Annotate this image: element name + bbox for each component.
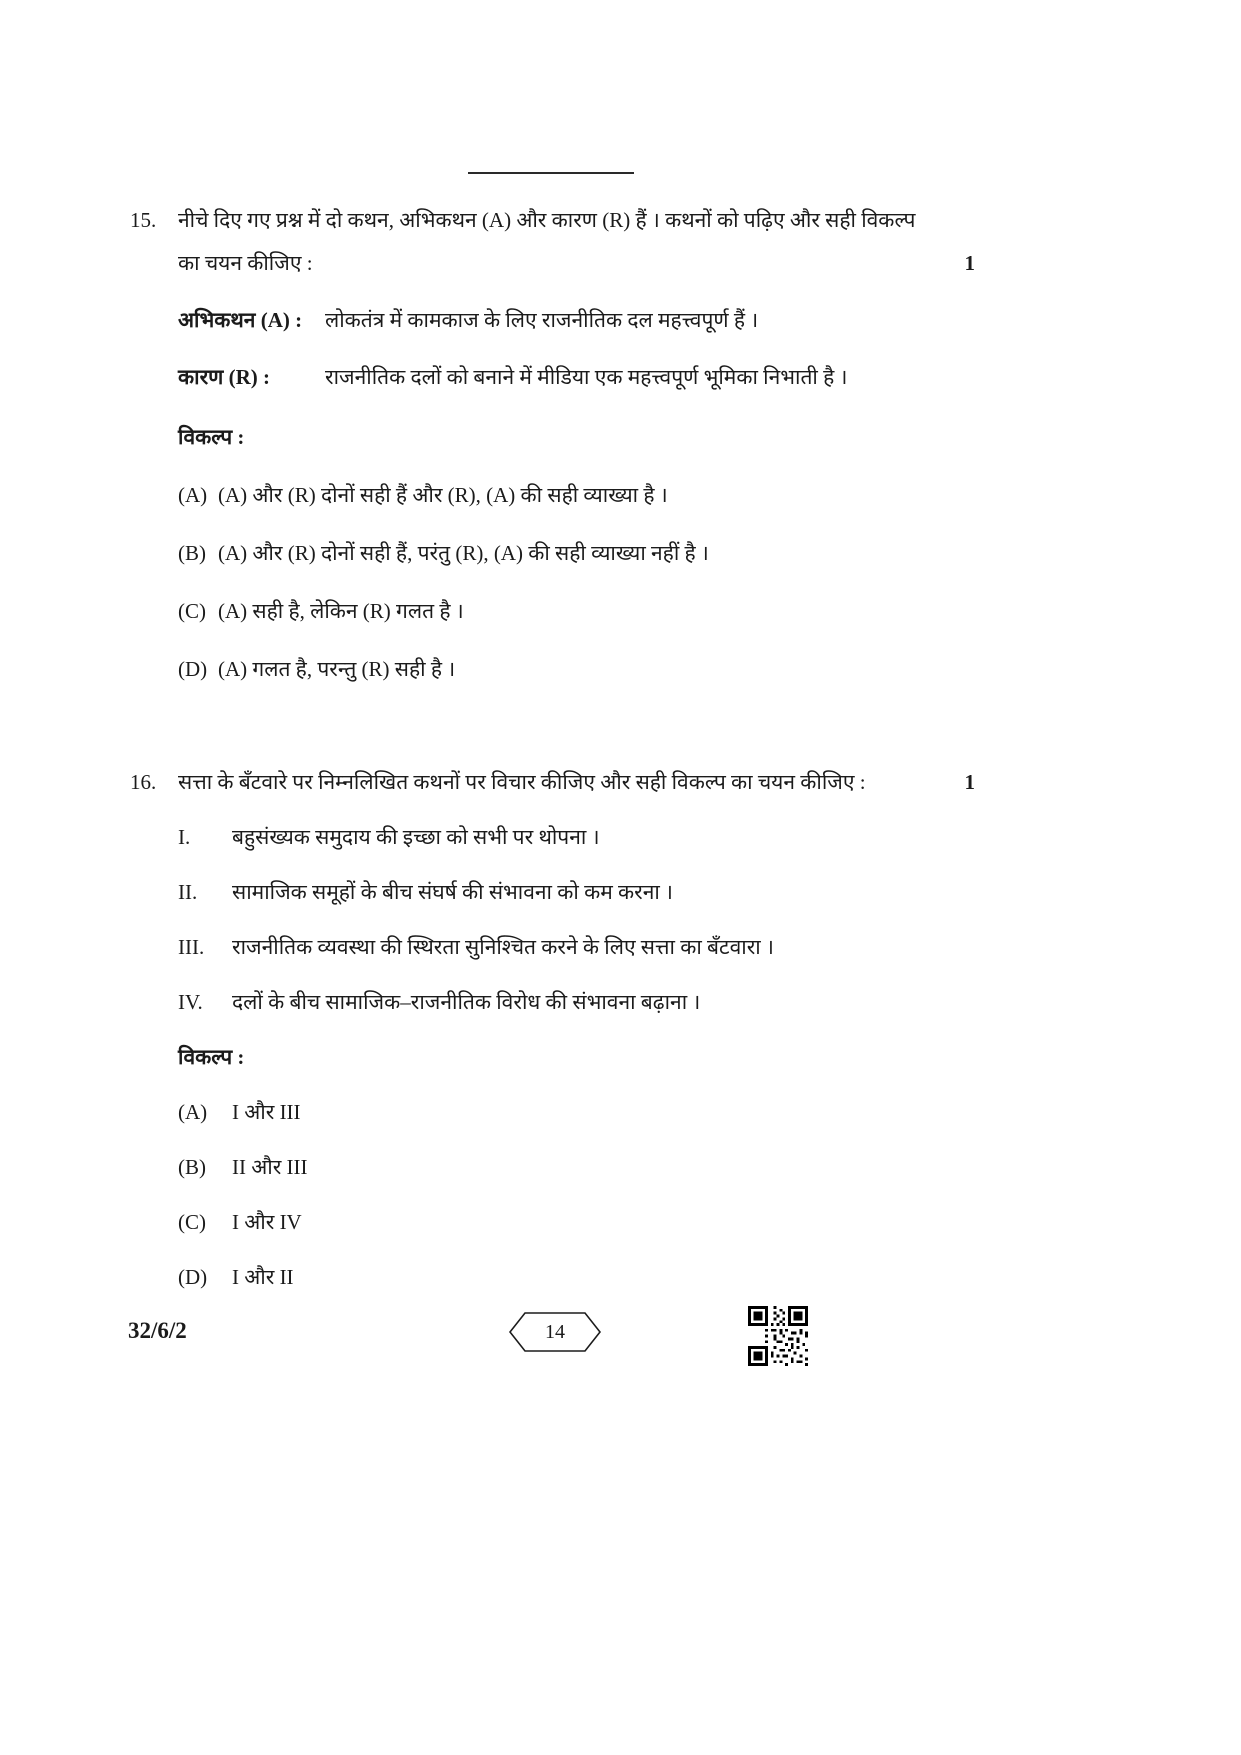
option-row-b — [178, 538, 975, 568]
statement-key: I. — [178, 825, 191, 849]
question-16-intro-row — [130, 767, 975, 797]
statement-text: दलों के बीच सामाजिक–राजनीतिक विरोध की संभावना बढ़ाना । — [232, 990, 701, 1014]
reason-text: राजनीतिक दलों को बनाने में मीडिया एक महत्त्वपूर्ण भूमिका निभाती है । — [325, 365, 848, 389]
option-row-d — [178, 1262, 975, 1292]
option-key: (B) — [178, 1155, 206, 1179]
question-15-body — [178, 305, 975, 684]
option-key: (B) — [178, 541, 206, 565]
question-intro: सत्ता के बँटवारे पर निम्नलिखित कथनों पर विचार कीजिए और सही विकल्प का चयन कीजिए : — [178, 770, 866, 794]
marks-value: 1 — [964, 251, 975, 275]
options-heading: विकल्प : — [178, 425, 245, 449]
assertion-row — [178, 305, 975, 335]
qr-code — [748, 1306, 808, 1366]
question-number: 16. — [130, 770, 157, 794]
page-number-badge — [509, 1312, 601, 1352]
option-row-a — [178, 1097, 975, 1127]
assertion-text: लोकतंत्र में कामकाज के लिए राजनीतिक दल महत्त्वपूर्ण हैं । — [325, 308, 759, 332]
question-intro-line-2: का चयन कीजिए : — [178, 251, 313, 275]
options-heading: विकल्प : — [178, 1045, 245, 1069]
option-key: (A) — [178, 483, 208, 507]
option-key: (D) — [178, 1265, 208, 1289]
option-text: (A) और (R) दोनों सही हैं और (R), (A) की सही व्याख्या है । — [218, 483, 668, 507]
question-16 — [130, 767, 975, 1292]
option-text: I और II — [232, 1265, 294, 1289]
assertion-label: अभिकथन (A) : — [178, 308, 303, 332]
statement-key: II. — [178, 880, 198, 904]
option-row-c — [178, 1207, 975, 1237]
option-row-c — [178, 596, 975, 626]
marks-value: 1 — [964, 770, 975, 794]
paper-code: 32/6/2 — [128, 1318, 187, 1343]
statement-row-4 — [178, 987, 975, 1017]
question-15 — [130, 205, 975, 684]
option-key: (D) — [178, 657, 208, 681]
statement-key: IV. — [178, 990, 203, 1014]
option-key: (A) — [178, 1100, 208, 1124]
option-text: I और III — [232, 1100, 301, 1124]
statement-text: बहुसंख्यक समुदाय की इच्छा को सभी पर थोपना । — [232, 825, 600, 849]
question-intro — [178, 205, 935, 278]
statement-text: सामाजिक समूहों के बीच संघर्ष की संभावना को कम करना । — [232, 880, 674, 904]
option-text: II और III — [232, 1155, 308, 1179]
page-content — [130, 205, 975, 1292]
option-text: (A) सही है, लेकिन (R) गलत है । — [218, 599, 464, 623]
option-text: (A) और (R) दोनों सही हैं, परंतु (R), (A) की सही व्याख्या नहीं है । — [218, 541, 709, 565]
question-15-intro-row — [130, 205, 975, 278]
reason-row — [178, 362, 975, 392]
statement-row-2 — [178, 877, 975, 907]
question-number: 15. — [130, 208, 157, 232]
reason-label: कारण (R) : — [178, 365, 270, 389]
option-row-d — [178, 654, 975, 684]
statement-text: राजनीतिक व्यवस्था की स्थिरता सुनिश्चित करने के लिए सत्ता का बँटवारा । — [232, 935, 774, 959]
option-text: (A) गलत है, परन्तु (R) सही है । — [218, 657, 456, 681]
option-text: I और IV — [232, 1210, 302, 1234]
statement-row-1 — [178, 822, 975, 852]
option-key: (C) — [178, 599, 206, 623]
option-key: (C) — [178, 1210, 206, 1234]
statement-row-3 — [178, 932, 975, 962]
section-divider-rule — [468, 172, 634, 174]
option-row-b — [178, 1152, 975, 1182]
question-16-body — [178, 822, 975, 1292]
option-row-a — [178, 480, 975, 510]
statement-key: III. — [178, 935, 205, 959]
question-intro-line-1: नीचे दिए गए प्रश्न में दो कथन, अभिकथन (A) और कारण (R) हैं । कथनों को पढ़िए और सही विकल्प — [178, 208, 916, 232]
page-number: 14 — [545, 1321, 565, 1343]
